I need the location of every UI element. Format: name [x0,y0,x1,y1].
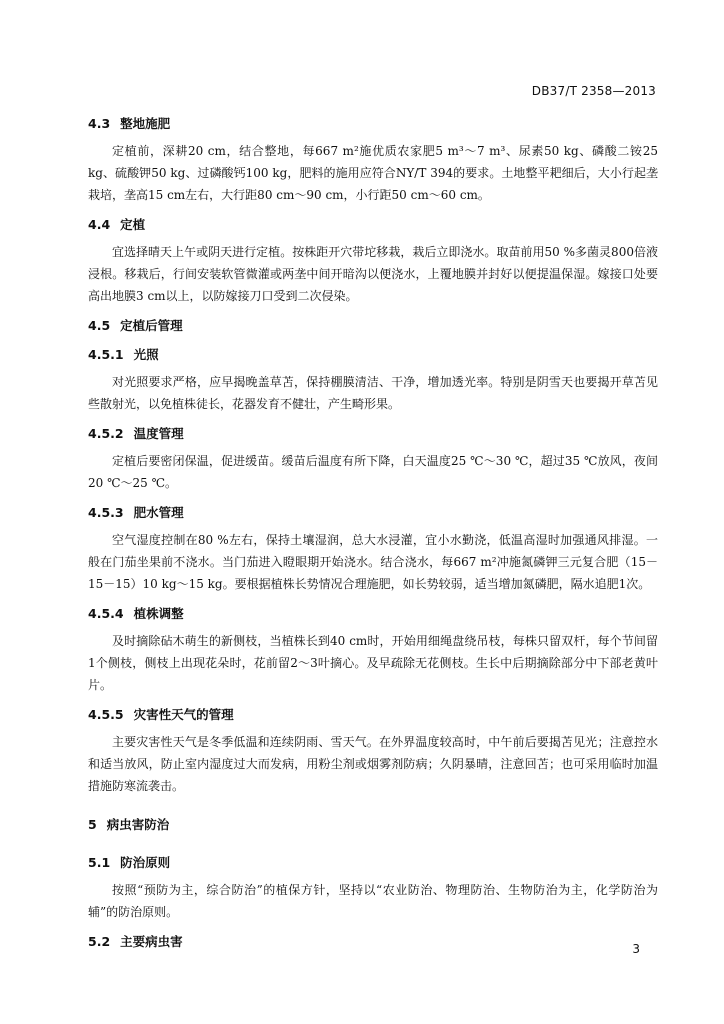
section-title: 主要病虫害 [120,934,183,949]
section-5 [88,815,658,835]
section-title: 灾害性天气的管理 [133,707,234,722]
document-code: DB37/T 2358—2013 [531,84,656,98]
section-paragraph: 定植前，深耕20 cm，结合整地，每667 m²施优质农家肥5 m³～7 m³、尿素50 kg、磷酸二铵25 kg、硫酸钾50 kg、过磷酸钙100 kg，肥料的施用应符合NY/T 394的要求。土地整平耙细后，大小行起垄栽培，垄高15 cm左右，大行距80 cm～90 cm，小行距50 cm～60 cm。 [88,144,658,202]
section-paragraph: 及时摘除砧木萌生的新侧枝，当植株长到40 cm时，开始用细绳盘绕吊枝，每株只留双杆，每个节间留1个侧枝，侧枝上出现花朵时，花前留2～3叶摘心。及早疏除无花侧枝。生长中后期摘除部分中下部老黄叶片。 [88,634,658,692]
section-title: 肥水管理 [133,505,184,520]
section-heading [88,215,658,235]
section-number: 5.1 [88,855,111,870]
section-5-1 [88,853,658,923]
section-paragraph: 对光照要求严格，应早揭晚盖草苫，保持棚膜清洁、干净，增加透光率。特别是阴雪天也要揭开草苫见些散射光，以免植株徒长，花器发育不健壮，产生畸形果。 [88,375,658,411]
section-4-5-2 [88,424,658,494]
section-4-5-1 [88,345,658,415]
section-heading [88,503,658,523]
section-heading [88,705,658,725]
page-number: 3 [632,942,640,956]
section-heading [88,345,658,365]
section-paragraph: 主要灾害性天气是冬季低温和连续阴雨、雪天气。在外界温度较高时，中午前后要揭苫见光；注意控水和适当放风，防止室内湿度过大而发病，用粉尘剂或烟雾剂防病；久阴暴晴，注意回苫；也可采用临时加温措施防寒流袭击。 [88,735,658,793]
section-5-2 [88,932,658,952]
section-4-5-5 [88,705,658,797]
section-heading [88,604,658,624]
section-paragraph: 宜选择晴天上午或阴天进行定植。按株距开穴带坨移栽，栽后立即浇水。取苗前用50 %多菌灵800倍液浸根。移栽后，行间安装软管微灌或两垄中间开暗沟以便浇水，上覆地膜并封好以便提温保湿。嫁接口处要高出地膜3 cm以上，以防嫁接刀口受到二次侵染。 [88,245,658,303]
section-number: 4.5.5 [88,707,124,722]
section-4-5-4 [88,604,658,696]
section-title: 整地施肥 [120,116,171,131]
section-number: 5 [88,817,97,832]
section-heading [88,853,658,873]
section-number: 4.5.3 [88,505,124,520]
section-heading [88,114,658,134]
section-number: 4.5.1 [88,347,124,362]
section-paragraph: 按照“预防为主，综合防治”的植保方针，坚持以“农业防治、物理防治、生物防治为主，化学防治为辅”的防治原则。 [88,883,658,919]
section-title: 植株调整 [133,606,184,621]
section-heading [88,424,658,444]
section-number: 5.2 [88,934,111,949]
section-number: 4.5 [88,318,111,333]
section-4-5-3 [88,503,658,595]
section-heading [88,932,658,952]
section-number: 4.5.2 [88,426,124,441]
section-title: 定植后管理 [120,318,183,333]
section-number: 4.3 [88,116,111,131]
section-paragraph: 定植后要密闭保温，促进缓苗。缓苗后温度有所下降，白天温度25 ℃～30 ℃，超过35 ℃放风，夜间20 ℃～25 ℃。 [88,454,658,490]
section-number: 4.5.4 [88,606,124,621]
section-title: 光照 [133,347,159,362]
chapter-heading [88,815,658,835]
section-4-3 [88,114,658,206]
section-title: 防治原则 [120,855,171,870]
document-body [88,114,658,952]
section-title: 定植 [120,217,146,232]
section-title: 温度管理 [133,426,184,441]
section-4-5 [88,316,658,336]
section-4-4 [88,215,658,307]
section-paragraph: 空气湿度控制在80 %左右，保持土壤湿润，总大水浸灌，宜小水勤浇，低温高湿时加强通风排湿。一般在门茄坐果前不浇水。当门茄进入瞪眼期开始浇水。结合浇水，每667 m²冲施氮磷钾三元复合肥（15－15－15）10 kg～15 kg。要根据植株长势情况合理施肥，如长势较弱，适当增加氮磷肥，隔水追肥1次。 [88,533,658,591]
section-heading [88,316,658,336]
section-number: 4.4 [88,217,111,232]
section-title: 病虫害防治 [106,817,170,832]
